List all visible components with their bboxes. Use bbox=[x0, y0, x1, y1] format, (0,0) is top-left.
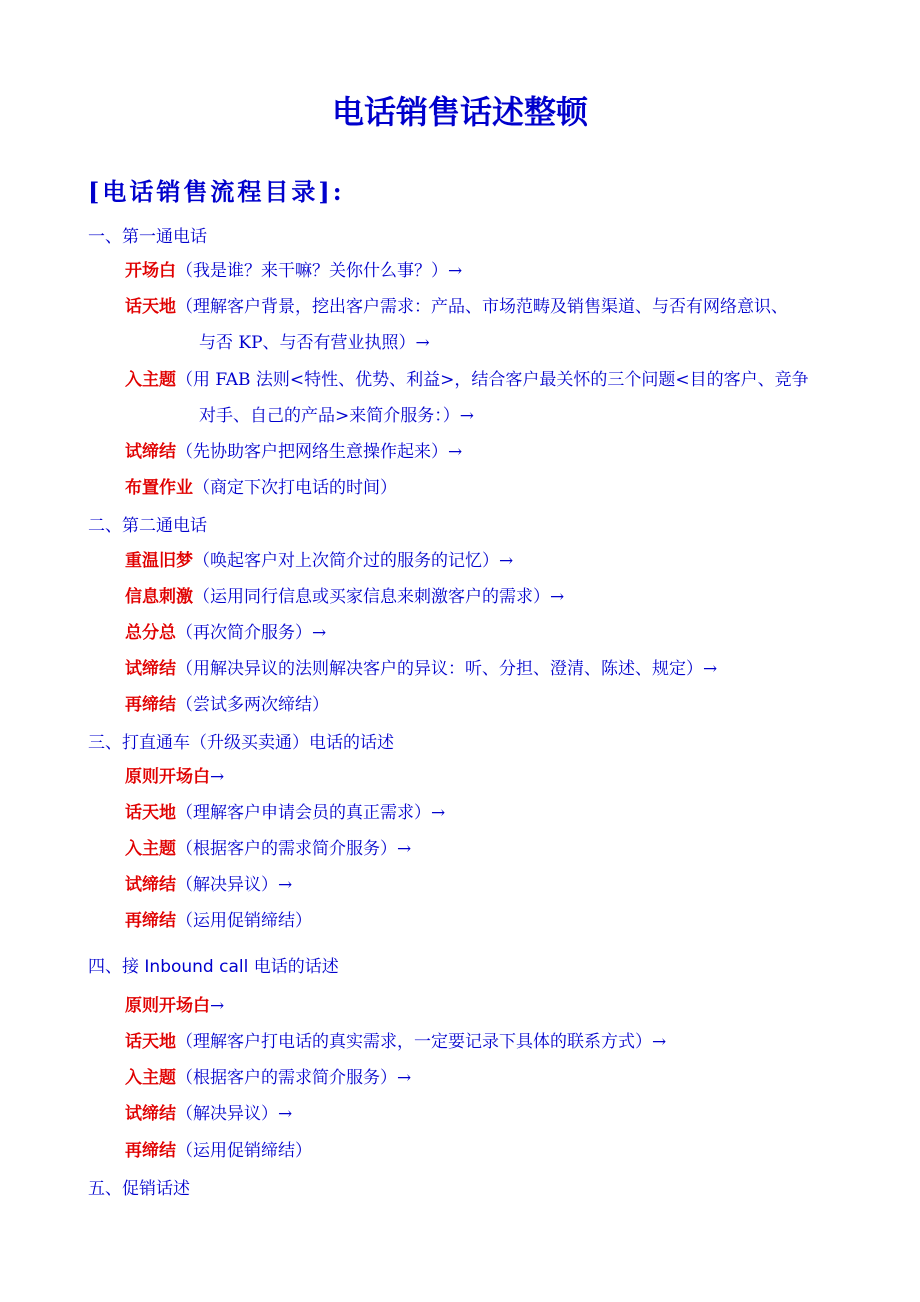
item-key: 开场白 bbox=[125, 261, 176, 281]
item-key: 试缔结 bbox=[125, 442, 176, 462]
list-item bbox=[125, 903, 845, 939]
item-key: 再缔结 bbox=[125, 911, 176, 931]
item-desc: （先协助客户把网络生意操作起来）→ bbox=[176, 442, 463, 462]
list-item bbox=[125, 579, 845, 615]
toc-heading: [电话销售流程目录]: bbox=[88, 177, 345, 206]
list-item bbox=[125, 289, 845, 361]
item-key: 重温旧梦 bbox=[125, 551, 193, 571]
list-item bbox=[125, 795, 845, 831]
item-desc: （尝试多两次缔结） bbox=[176, 695, 329, 715]
item-desc: （用 FAB 法则<特性、优势、利益>，结合客户最关怀的三个问题<目的客户、竞争 bbox=[176, 370, 809, 390]
item-key: 信息刺激 bbox=[125, 587, 193, 607]
item-desc-continued: 与否 KP、与否有营业执照）→ bbox=[199, 333, 430, 353]
item-desc: （用解决异议的法则解决客户的异议：听、分担、澄清、陈述、规定）→ bbox=[176, 659, 718, 679]
list-item bbox=[125, 1133, 845, 1169]
list-item bbox=[125, 434, 845, 470]
item-key: 入主题 bbox=[125, 370, 176, 390]
list-item bbox=[125, 253, 845, 289]
item-key: 入主题 bbox=[125, 839, 176, 859]
item-desc: （解决异议）→ bbox=[176, 875, 293, 895]
item-key: 试缔结 bbox=[125, 1104, 176, 1124]
item-key: 试缔结 bbox=[125, 875, 176, 895]
list-item bbox=[125, 867, 845, 903]
item-key: 布置作业 bbox=[125, 478, 193, 498]
item-desc: （根据客户的需求简介服务）→ bbox=[176, 1068, 412, 1088]
item-desc: （商定下次打电话的时间） bbox=[193, 478, 397, 498]
item-key: 原则开场白 bbox=[125, 996, 210, 1016]
item-desc: → bbox=[210, 767, 225, 787]
item-key: 总分总 bbox=[125, 623, 176, 643]
section-heading: 二、第二通电话 bbox=[88, 516, 207, 536]
list-item bbox=[125, 470, 845, 506]
item-key: 再缔结 bbox=[125, 695, 176, 715]
item-desc: （理解客户背景，挖出客户需求：产品、市场范畴及销售渠道、与否有网络意识、 bbox=[176, 297, 788, 317]
list-item bbox=[125, 988, 845, 1024]
list-item bbox=[125, 615, 845, 651]
item-key: 入主题 bbox=[125, 1068, 176, 1088]
section-heading: 一、第一通电话 bbox=[88, 227, 207, 247]
list-item bbox=[125, 651, 845, 687]
list-item bbox=[125, 687, 845, 723]
item-desc: （运用促销缔结） bbox=[176, 911, 312, 931]
item-key: 试缔结 bbox=[125, 659, 176, 679]
item-desc-continued: 对手、自己的产品>来简介服务：）→ bbox=[199, 406, 474, 426]
section-heading: 三、打直通车（升级买卖通）电话的话述 bbox=[88, 733, 394, 753]
item-desc: （解决异议）→ bbox=[176, 1104, 293, 1124]
item-desc: （唤起客户对上次简介过的服务的记忆）→ bbox=[193, 551, 514, 571]
page-title: 电话销售话述整顿 bbox=[331, 93, 588, 131]
item-key: 再缔结 bbox=[125, 1141, 176, 1161]
item-desc: （再次简介服务）→ bbox=[176, 623, 327, 643]
list-item bbox=[125, 362, 845, 434]
list-item bbox=[125, 1024, 845, 1060]
item-desc: （运用同行信息或买家信息来刺激客户的需求）→ bbox=[193, 587, 565, 607]
list-item bbox=[125, 1060, 845, 1096]
item-desc: （运用促销缔结） bbox=[176, 1141, 312, 1161]
section-heading: 五、促销话述 bbox=[88, 1179, 190, 1199]
item-key: 话天地 bbox=[125, 803, 176, 823]
item-desc: （理解客户打电话的真实需求，一定要记录下具体的联系方式）→ bbox=[176, 1032, 667, 1052]
item-desc: （理解客户申请会员的真正需求）→ bbox=[176, 803, 446, 823]
list-item bbox=[125, 831, 845, 867]
section-heading: 四、接 Inbound call 电话的话述 bbox=[88, 957, 339, 977]
item-key: 话天地 bbox=[125, 1032, 176, 1052]
item-desc: （我是谁？来干嘛？关你什么事？）→ bbox=[176, 261, 463, 281]
list-item bbox=[125, 1096, 845, 1132]
list-item bbox=[125, 543, 845, 579]
item-key: 原则开场白 bbox=[125, 767, 210, 787]
item-desc: （根据客户的需求简介服务）→ bbox=[176, 839, 412, 859]
item-desc: → bbox=[210, 996, 225, 1016]
item-key: 话天地 bbox=[125, 297, 176, 317]
list-item bbox=[125, 759, 845, 795]
